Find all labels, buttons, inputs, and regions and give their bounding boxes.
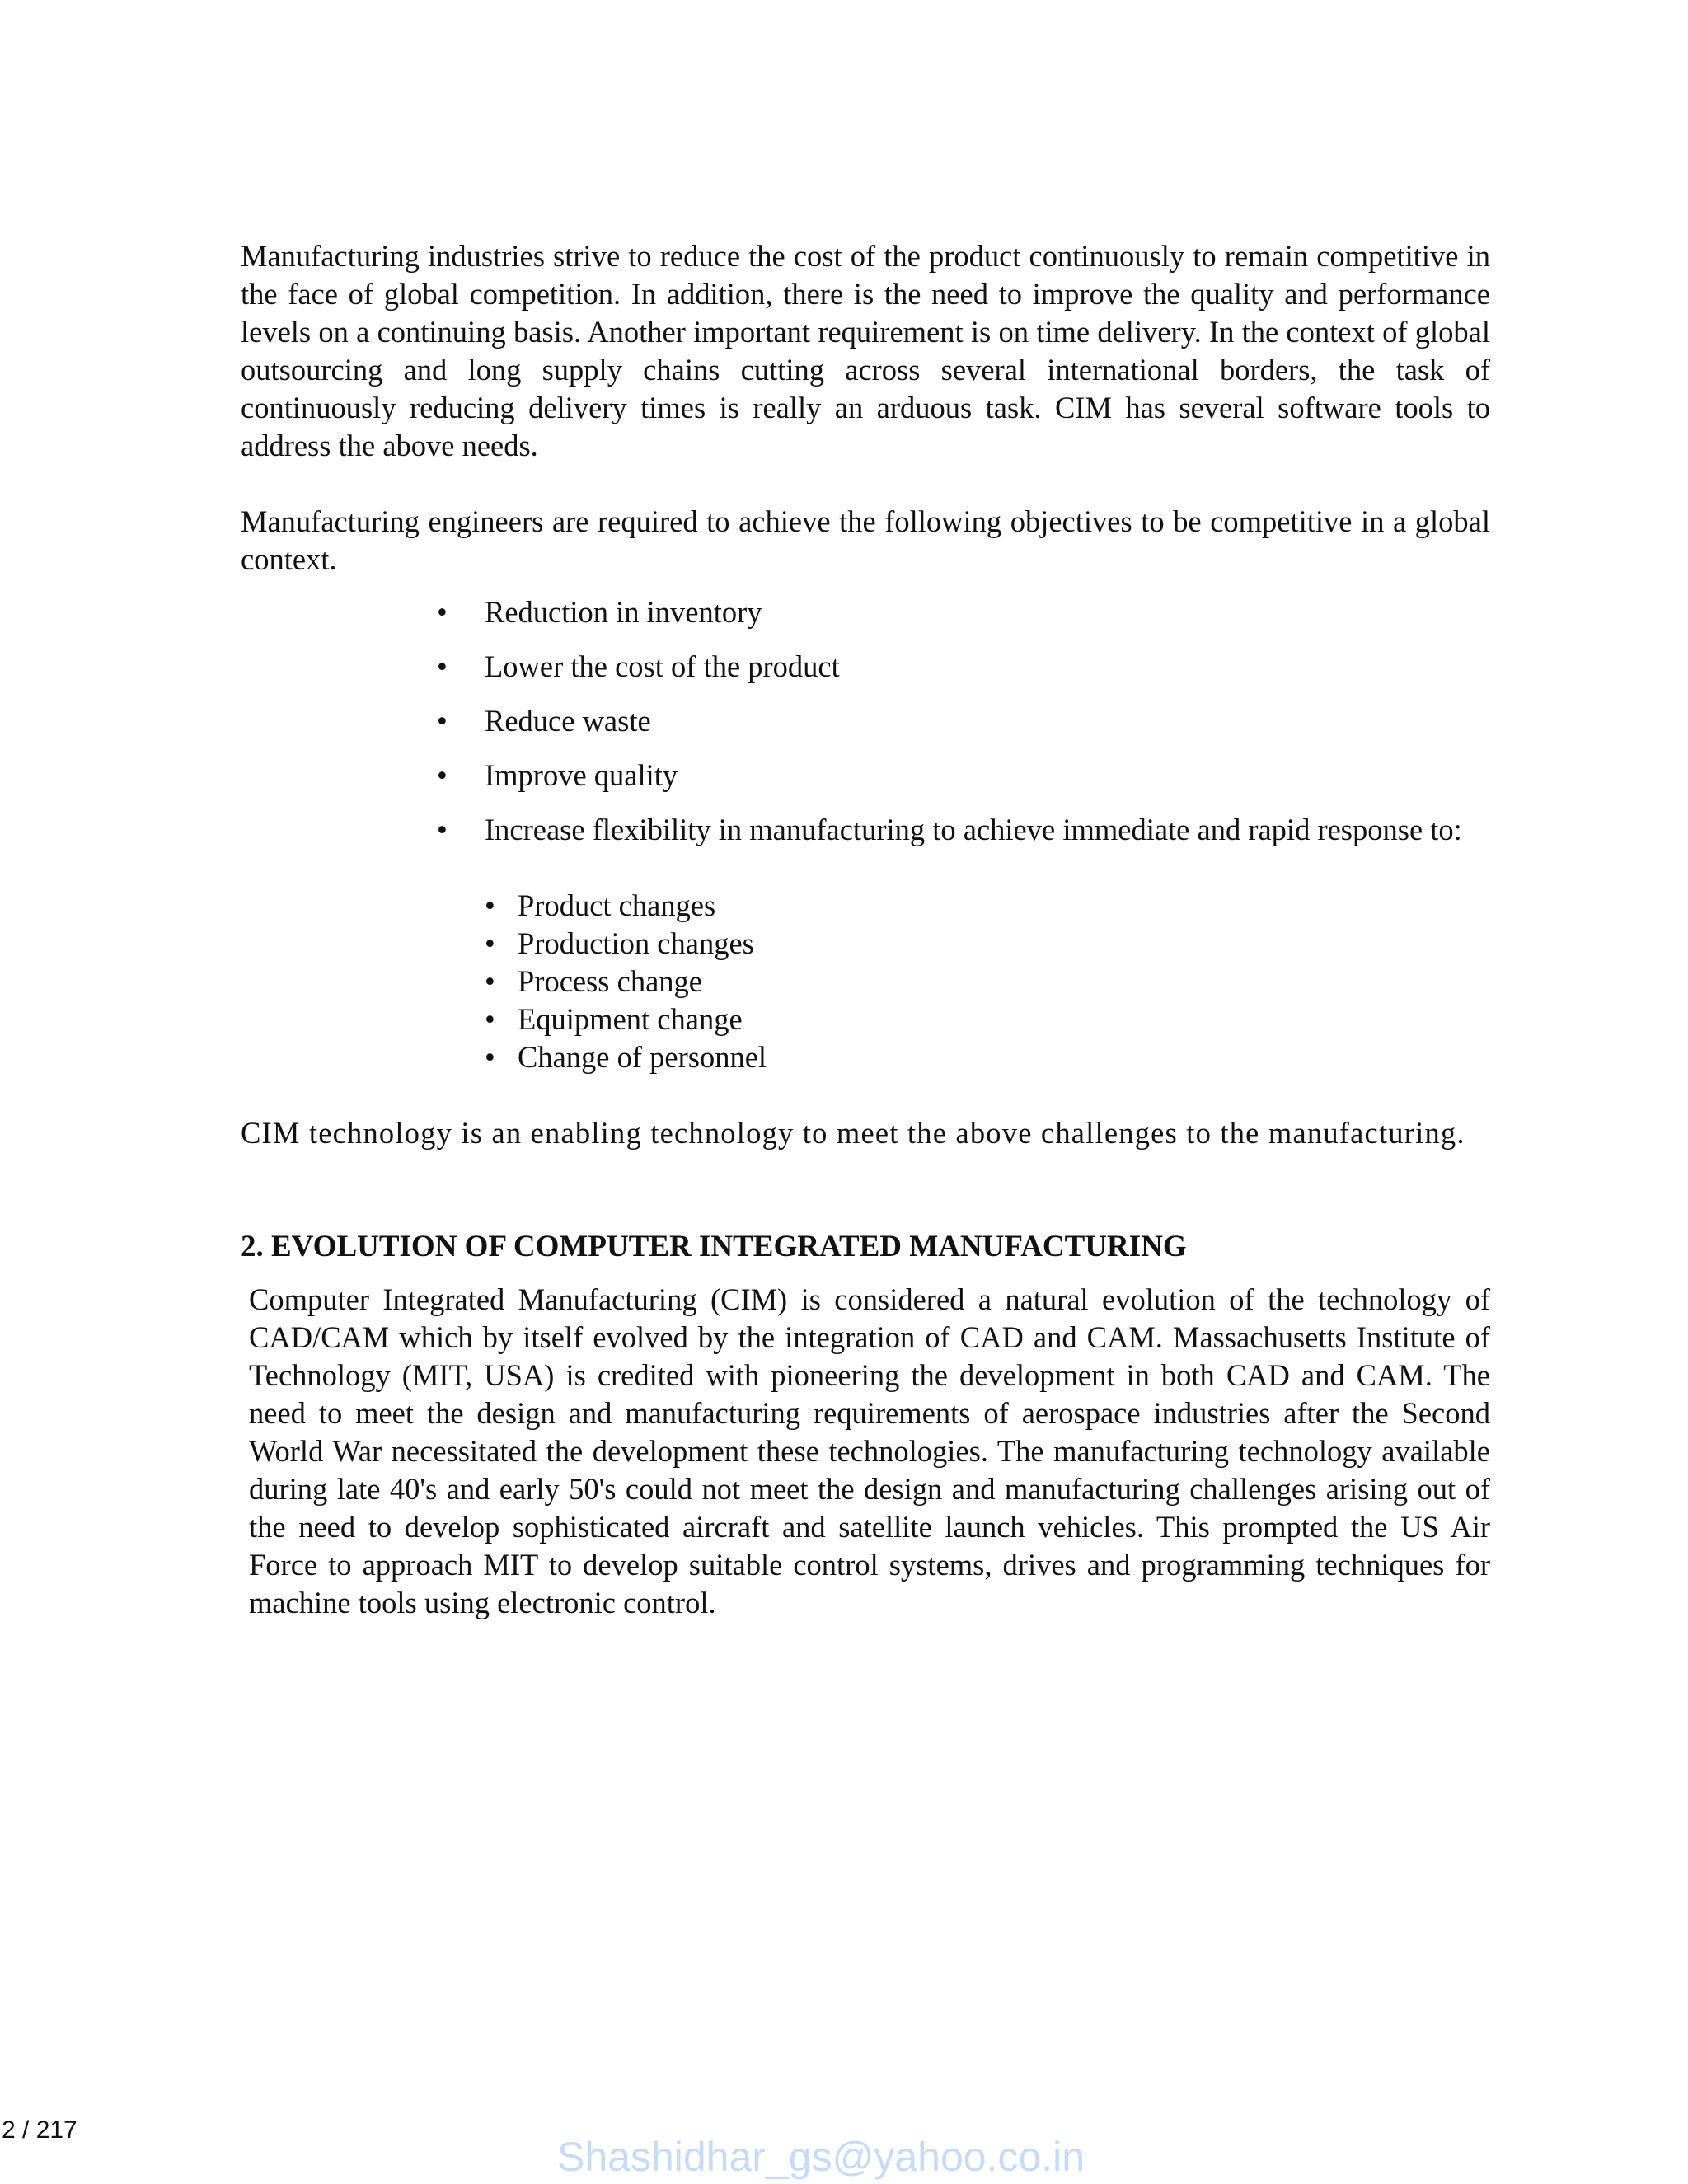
- response-list: [485, 887, 1490, 1076]
- bullet-icon: •: [437, 704, 448, 738]
- bullet-icon: •: [437, 813, 448, 846]
- cim-summary-paragraph: CIM technology is an enabling technology to meet the above challenges to the manufacturing.: [241, 1116, 1465, 1150]
- list-item: [437, 648, 1490, 686]
- document-page: [241, 237, 1490, 1622]
- list-item-text: Lower the cost of the product: [485, 649, 840, 683]
- list-item: [437, 593, 1490, 631]
- email-watermark: Shashidhar_gs@yahoo.co.in: [557, 2134, 1085, 2180]
- sub-list-item: [485, 1038, 1490, 1076]
- list-item: [437, 757, 1490, 794]
- bullet-icon: •: [485, 888, 495, 922]
- sub-list-item: [485, 963, 1490, 1001]
- page-indicator: 2 / 217: [2, 2116, 77, 2144]
- sub-list-item: [485, 1001, 1490, 1038]
- objectives-list: [241, 593, 1490, 1076]
- list-item-text: Increase flexibility in manufacturing to achieve immediate and rapid response to:: [485, 813, 1462, 846]
- objectives-intro-paragraph: Manufacturing engineers are required to achieve the following objectives to be competitive in a global context.: [241, 504, 1490, 576]
- bullet-icon: •: [485, 926, 495, 960]
- section-heading: 2. EVOLUTION OF COMPUTER INTEGRATED MANUFACTURING: [241, 1230, 1187, 1263]
- sub-list-item-text: Process change: [518, 964, 702, 998]
- list-item-text: Reduce waste: [485, 704, 651, 738]
- sub-list-item: [485, 887, 1490, 925]
- bullet-icon: •: [437, 595, 448, 629]
- list-item-text: Reduction in inventory: [485, 595, 762, 629]
- list-item: [437, 811, 1490, 1076]
- sub-list-item-text: Product changes: [518, 888, 716, 922]
- sub-list-item-text: Change of personnel: [518, 1040, 767, 1074]
- bullet-icon: •: [485, 1002, 495, 1036]
- bullet-icon: •: [437, 649, 448, 683]
- sub-list-item: [485, 925, 1490, 963]
- bullet-icon: •: [437, 758, 448, 792]
- sub-list-item-text: Equipment change: [518, 1002, 743, 1036]
- list-item: [437, 702, 1490, 740]
- intro-paragraph: Manufacturing industries strive to reduce the cost of the product continuously to remain competitive in the face of global competition. In addition, there is the need to improve the quality and performance levels on a continuing basis. Another important requirement is on time delivery. In the context of global outsourcing and long supply chains cutting across several international borders, the task of continuously reducing delivery times is really an arduous task. CIM has several software tools to address the above needs.: [241, 239, 1490, 462]
- section-body-paragraph: Computer Integrated Manufacturing (CIM) is considered a natural evolution of the technology of CAD/CAM which by itself evolved by the integration of CAD and CAM. Massachusetts Institute of Technology (MIT, USA) is credited with pioneering the development in both CAD and CAM. The need to meet the design and manufacturing requirements of aerospace industries after the Second World War necessitated the development these technologies. The manufacturing technology available during late 40's and early 50's could not meet the design and manufacturing challenges arising out of the need to develop sophisticated aircraft and satellite launch vehicles. This prompted the US Air Force to approach MIT to develop suitable control systems, drives and programming techniques for machine tools using electronic control.: [249, 1282, 1490, 1619]
- bullet-icon: •: [485, 964, 495, 998]
- list-item-text: Improve quality: [485, 758, 678, 792]
- sub-list-item-text: Production changes: [518, 926, 754, 960]
- bullet-icon: •: [485, 1040, 495, 1074]
